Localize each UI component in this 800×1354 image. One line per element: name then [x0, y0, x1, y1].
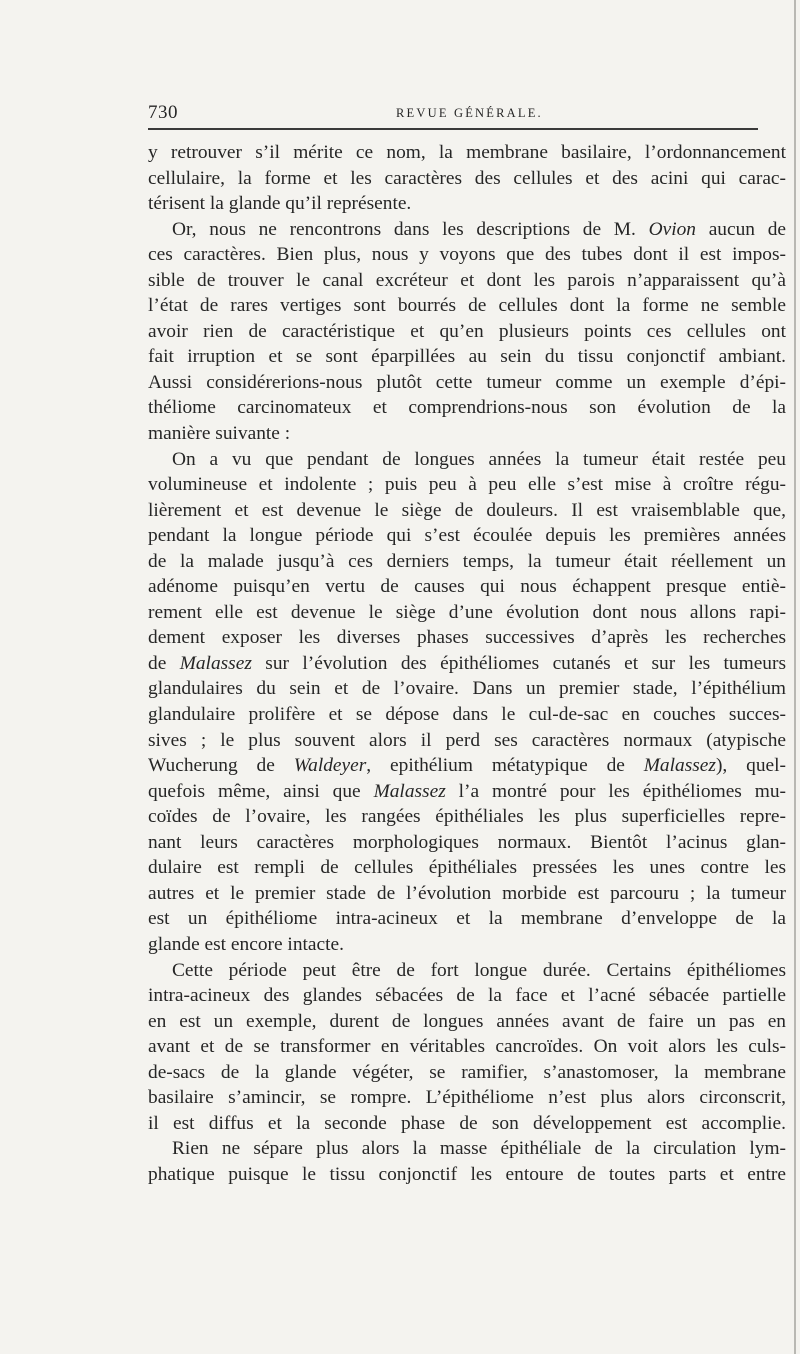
text-line — [148, 472, 786, 498]
text-segment: quefois même, ainsi que — [148, 780, 374, 802]
text-segment: nant leurs caractères morphologiques normaux. Bientôt l’acinus glan- — [148, 831, 786, 853]
text-segment: glandulaire prolifère et se dépose dans le cul-de-sac en couches succes- — [148, 704, 786, 726]
text-line — [148, 523, 786, 549]
text-segment: volumineuse et indolente ; puis peu à peu elle s’est mise à croître régu- — [148, 474, 786, 496]
italic-name: Waldeyer — [293, 755, 367, 777]
text-segment: intra-acineux des glandes sébacées de la face et l’acné sébacée partielle — [148, 985, 786, 1007]
text-line — [148, 983, 786, 1009]
text-line — [148, 498, 786, 524]
text-line — [148, 804, 786, 830]
text-segment: y retrouver s’il mérite ce nom, la membrane basilaire, l’ordonnancement — [148, 142, 786, 163]
text-segment: il est diffus et la seconde phase de son développement est accomplie. — [148, 1112, 786, 1134]
italic-name: Malassez — [179, 652, 252, 674]
text-line — [148, 370, 786, 396]
text-line — [148, 881, 786, 907]
body-text — [148, 140, 786, 1187]
text-line — [148, 702, 786, 728]
text-line — [148, 625, 786, 651]
text-line — [148, 1060, 786, 1086]
text-line — [148, 1136, 786, 1162]
text-segment: rement elle est devenue le siège d’une évolution dont nous allons rapi- — [148, 601, 786, 623]
text-segment: Wucherung de — [148, 755, 294, 777]
text-line — [148, 242, 786, 268]
text-line — [148, 395, 786, 421]
text-segment: de — [148, 652, 180, 674]
text-line — [148, 651, 786, 677]
text-segment: glande est encore intacte. — [148, 933, 344, 955]
text-segment: cellulaire, la forme et les caractères des cellules et des acini qui carac- — [148, 167, 786, 189]
page-header — [148, 102, 768, 128]
italic-name: Malassez — [643, 755, 716, 777]
text-segment: Or, nous ne rencontrons dans les descriptions de M. — [172, 218, 649, 240]
text-line — [148, 293, 786, 319]
text-line — [148, 447, 786, 473]
text-line — [148, 1009, 786, 1035]
text-line — [148, 906, 786, 932]
text-segment: avoir rien de caractéristique et qu’en plusieurs points ces cellules ont — [148, 320, 786, 342]
text-line — [148, 728, 786, 754]
text-segment: térisent la glande qu’il représente. — [148, 193, 412, 215]
text-segment: avant et de se transformer en véritables cancroïdes. On voit alors les culs- — [148, 1036, 786, 1058]
text-line — [148, 191, 786, 217]
page-number: 730 — [148, 102, 178, 123]
text-line — [148, 753, 786, 779]
text-segment: lièrement et est devenue le siège de douleurs. Il est vraisemblable que, — [148, 499, 786, 521]
text-line — [148, 344, 786, 370]
page-edge-divider — [794, 0, 796, 1354]
running-head: REVUE GÉNÉRALE. — [396, 106, 543, 120]
text-line — [148, 830, 786, 856]
text-segment: basilaire s’amincir, se rompre. L’épithéliome n’est plus alors circonscrit, — [148, 1087, 786, 1109]
text-segment: Cette période peut être de fort longue durée. Certains épithéliomes — [172, 959, 786, 981]
text-segment: de-sacs de la glande végéter, se ramifier, s’anastomoser, la membrane — [148, 1061, 786, 1083]
text-line — [148, 855, 786, 881]
text-line — [148, 1162, 786, 1188]
text-line — [148, 600, 786, 626]
text-segment: sible de trouver le canal excréteur et dont les parois n’apparaissent qu’à — [148, 269, 786, 291]
text-line — [148, 166, 786, 192]
text-segment: Aussi considérerions-nous plutôt cette tumeur comme un exemple d’épi- — [148, 371, 786, 393]
text-line — [148, 958, 786, 984]
text-segment: , epithélium métatypique de — [366, 755, 644, 777]
text-segment: sives ; le plus souvent alors il perd ses caractères normaux (atypische — [148, 729, 786, 751]
text-segment: adénome puisqu’en vertu de causes qui nous échappent presque entiè- — [148, 576, 786, 598]
text-line — [148, 268, 786, 294]
text-segment: ), quel- — [715, 755, 787, 777]
text-line — [148, 319, 786, 345]
text-line — [148, 1111, 786, 1137]
text-segment: fait irruption et se sont éparpillées au sein du tissu conjonctif ambiant. — [148, 346, 786, 368]
text-line — [148, 574, 786, 600]
text-line — [148, 549, 786, 575]
text-segment: ces caractères. Bien plus, nous y voyons que des tubes dont il est impos- — [148, 244, 786, 266]
text-segment: On a vu que pendant de longues années la tumeur était restée peu — [172, 448, 786, 470]
italic-name: Ovion — [648, 218, 696, 240]
text-segment: autres et le premier stade de l’évolution morbide est parcouru ; la tumeur — [148, 882, 786, 904]
text-line — [148, 217, 786, 243]
text-segment: de la malade jusqu’à ces derniers temps, la tumeur était réellement un — [148, 550, 786, 572]
text-segment: phatique puisque le tissu conjonctif les entoure de toutes parts et entre — [148, 1163, 786, 1185]
text-line — [148, 1034, 786, 1060]
text-line — [148, 676, 786, 702]
text-segment: coïdes de l’ovaire, les rangées épithéliales les plus superficielles repre- — [148, 806, 786, 828]
text-segment: manière suivante : — [148, 423, 291, 445]
text-segment: l’a montré pour les épithéliomes mu- — [445, 780, 786, 802]
text-segment: Rien ne sépare plus alors la masse épithéliale de la circulation lym- — [172, 1138, 786, 1160]
text-line — [148, 421, 786, 447]
text-segment: pendant la longue période qui s’est écoulée depuis les premières années — [148, 525, 786, 547]
text-segment: dement exposer les diverses phases successives d’après les recherches — [148, 627, 786, 649]
text-line — [148, 779, 786, 805]
header-rule — [148, 128, 758, 130]
text-segment: sur l’évolution des épithéliomes cutanés et sur les tumeurs — [251, 652, 786, 674]
text-line — [148, 932, 786, 958]
text-segment: aucun de — [695, 218, 787, 240]
italic-name: Malassez — [373, 780, 446, 802]
text-segment: glandulaires du sein et de l’ovaire. Dans un premier stade, l’épithélium — [148, 678, 786, 700]
text-segment: dulaire est rempli de cellules épithéliales pressées les unes contre les — [148, 857, 786, 879]
text-segment: est un épithéliome intra-acineux et la membrane d’enveloppe de la — [148, 908, 786, 930]
text-segment: l’état de rares vertiges sont bourrés de cellules dont la forme ne semble — [148, 295, 786, 317]
text-segment: théliome carcinomateux et comprendrions-nous son évolution de la — [148, 397, 786, 419]
text-segment: en est un exemple, durent de longues années avant de faire un pas en — [148, 1010, 786, 1032]
text-line — [148, 140, 786, 166]
text-line — [148, 1085, 786, 1111]
